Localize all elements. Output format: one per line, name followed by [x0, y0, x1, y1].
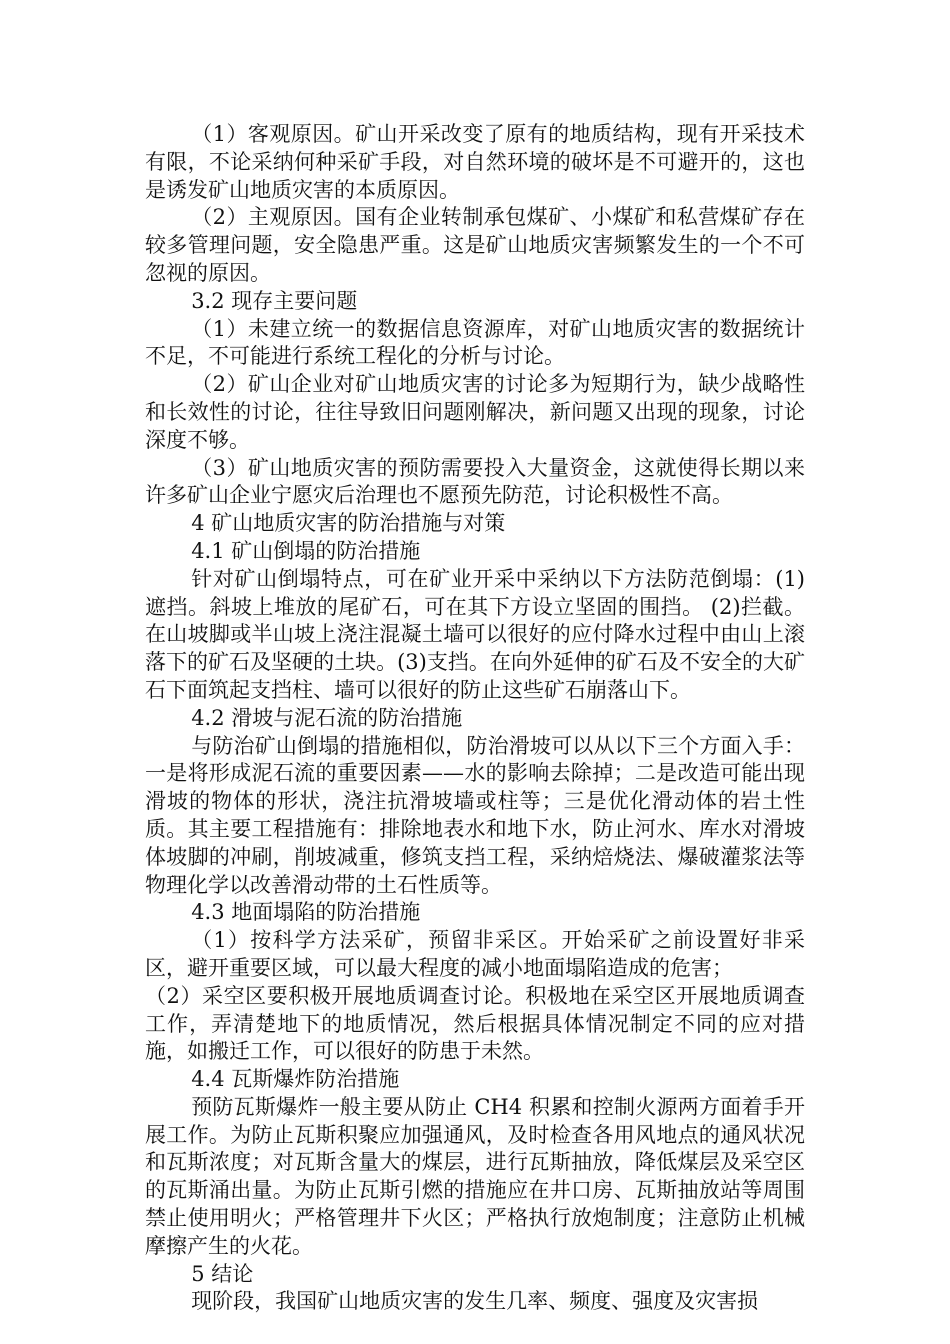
section-heading-4: 4 矿山地质灾害的防治措施与对策 — [191, 511, 506, 536]
section-heading-4-3: 4.3 地面塌陷的防治措施 — [191, 900, 421, 925]
paragraph-problem-2: （2）矿山企业对矿山地质灾害的讨论多为短期行为，缺少战略性和长效性的讨论，往往导致旧问题刚解决，新问题又出现的现象，讨论深度不够。 — [145, 372, 805, 452]
section-heading-4-1: 4.1 矿山倒塌的防治措施 — [191, 538, 421, 563]
document-body — [145, 121, 805, 1316]
paragraph-subsidence-measure-1: （1）按科学方法采矿，预留非采区。开始采矿之前设置好非采区，避开重要区域，可以最大程度的减小地面塌陷造成的危害； — [145, 928, 805, 980]
paragraph-objective-cause: （1）客观原因。矿山开采改变了原有的地质结构，现有开采技术有限，不论采纳何种采矿手段，对自然环境的破坏是不可避开的，这也是诱发矿山地质灾害的本质原因。 — [145, 122, 805, 202]
section-heading-3-2: 3.2 现存主要问题 — [191, 288, 358, 313]
paragraph-problem-1: （1）未建立统一的数据信息资源库，对矿山地质灾害的数据统计不足，不可能进行系统工程化的分析与讨论。 — [145, 316, 805, 369]
paragraph-gas-explosion-measures: 预防瓦斯爆炸一般主要从防止 CH4 积累和控制火源两方面着手开展工作。为防止瓦斯积聚应加强通风，及时检查各用风地点的通风状况和瓦斯浓度；对瓦斯含量大的煤层，进行瓦斯抽放，降低煤层及采空区的瓦斯涌出量。为防止瓦斯引燃的措施应在井口房、瓦斯抽放站等周围禁止使用明火；严格管理井下火区；严格执行放炮制度；注意防止机械摩擦产生的火花。 — [145, 1094, 805, 1258]
paragraph-problem-3: （3）矿山地质灾害的预防需要投入大量资金，这就使得长期以来许多矿山企业宁愿灾后治理也不愿预先防范，讨论积极性不高。 — [145, 455, 805, 508]
paragraph-landslide-measures: 与防治矿山倒塌的措施相似，防治滑坡可以从以下三个方面入手：一是将形成泥石流的重要因素——水的影响去除掉；二是改造可能出现滑坡的物体的形状，浇注抗滑坡墙或柱等；三是优化滑动体的岩土性质。其主要工程措施有：排除地表水和地下水，防止河水、库水对滑坡体坡脚的冲刷，削坡减重，修筑支挡工程，采纳焙烧法、爆破灌浆法等物理化学以改善滑动带的土石性质等。 — [145, 733, 805, 897]
paragraph-subjective-cause: （2）主观原因。国有企业转制承包煤矿、小煤矿和私营煤矿存在较多管理问题，安全隐患严重。这是矿山地质灾害频繁发生的一个不可忽视的原因。 — [145, 205, 805, 285]
paragraph-conclusion: 现阶段，我国矿山地质灾害的发生几率、频度、强度及灾害损 — [191, 1289, 759, 1314]
section-heading-4-4: 4.4 瓦斯爆炸防治措施 — [191, 1067, 400, 1092]
paragraph-collapse-measures: 针对矿山倒塌特点，可在矿业开采中采纳以下方法防范倒塌：(1)遮挡。斜坡上堆放的尾矿石，可在其下方设立坚固的围挡。 (2)拦截。在山坡脚或半山坡上浇注混凝土墙可以很好的应付降水过程中由山上滚落下的矿石及坚硬的土块。(3)支挡。在向外延伸的矿石及不安全的大矿石下面筑起支挡柱、墙可以很好的防止这些矿石崩落山下。 — [145, 566, 805, 702]
section-heading-4-2: 4.2 滑坡与泥石流的防治措施 — [191, 705, 463, 730]
section-heading-5: 5 结论 — [191, 1261, 254, 1286]
paragraph-subsidence-measure-2: （2）采空区要积极开展地质调查讨论。积极地在采空区开展地质调查工作，弄清楚地下的地质情况，然后根据具体情况制定不同的应对措施，如搬迁工作，可以很好的防患于未然。 — [145, 983, 805, 1064]
